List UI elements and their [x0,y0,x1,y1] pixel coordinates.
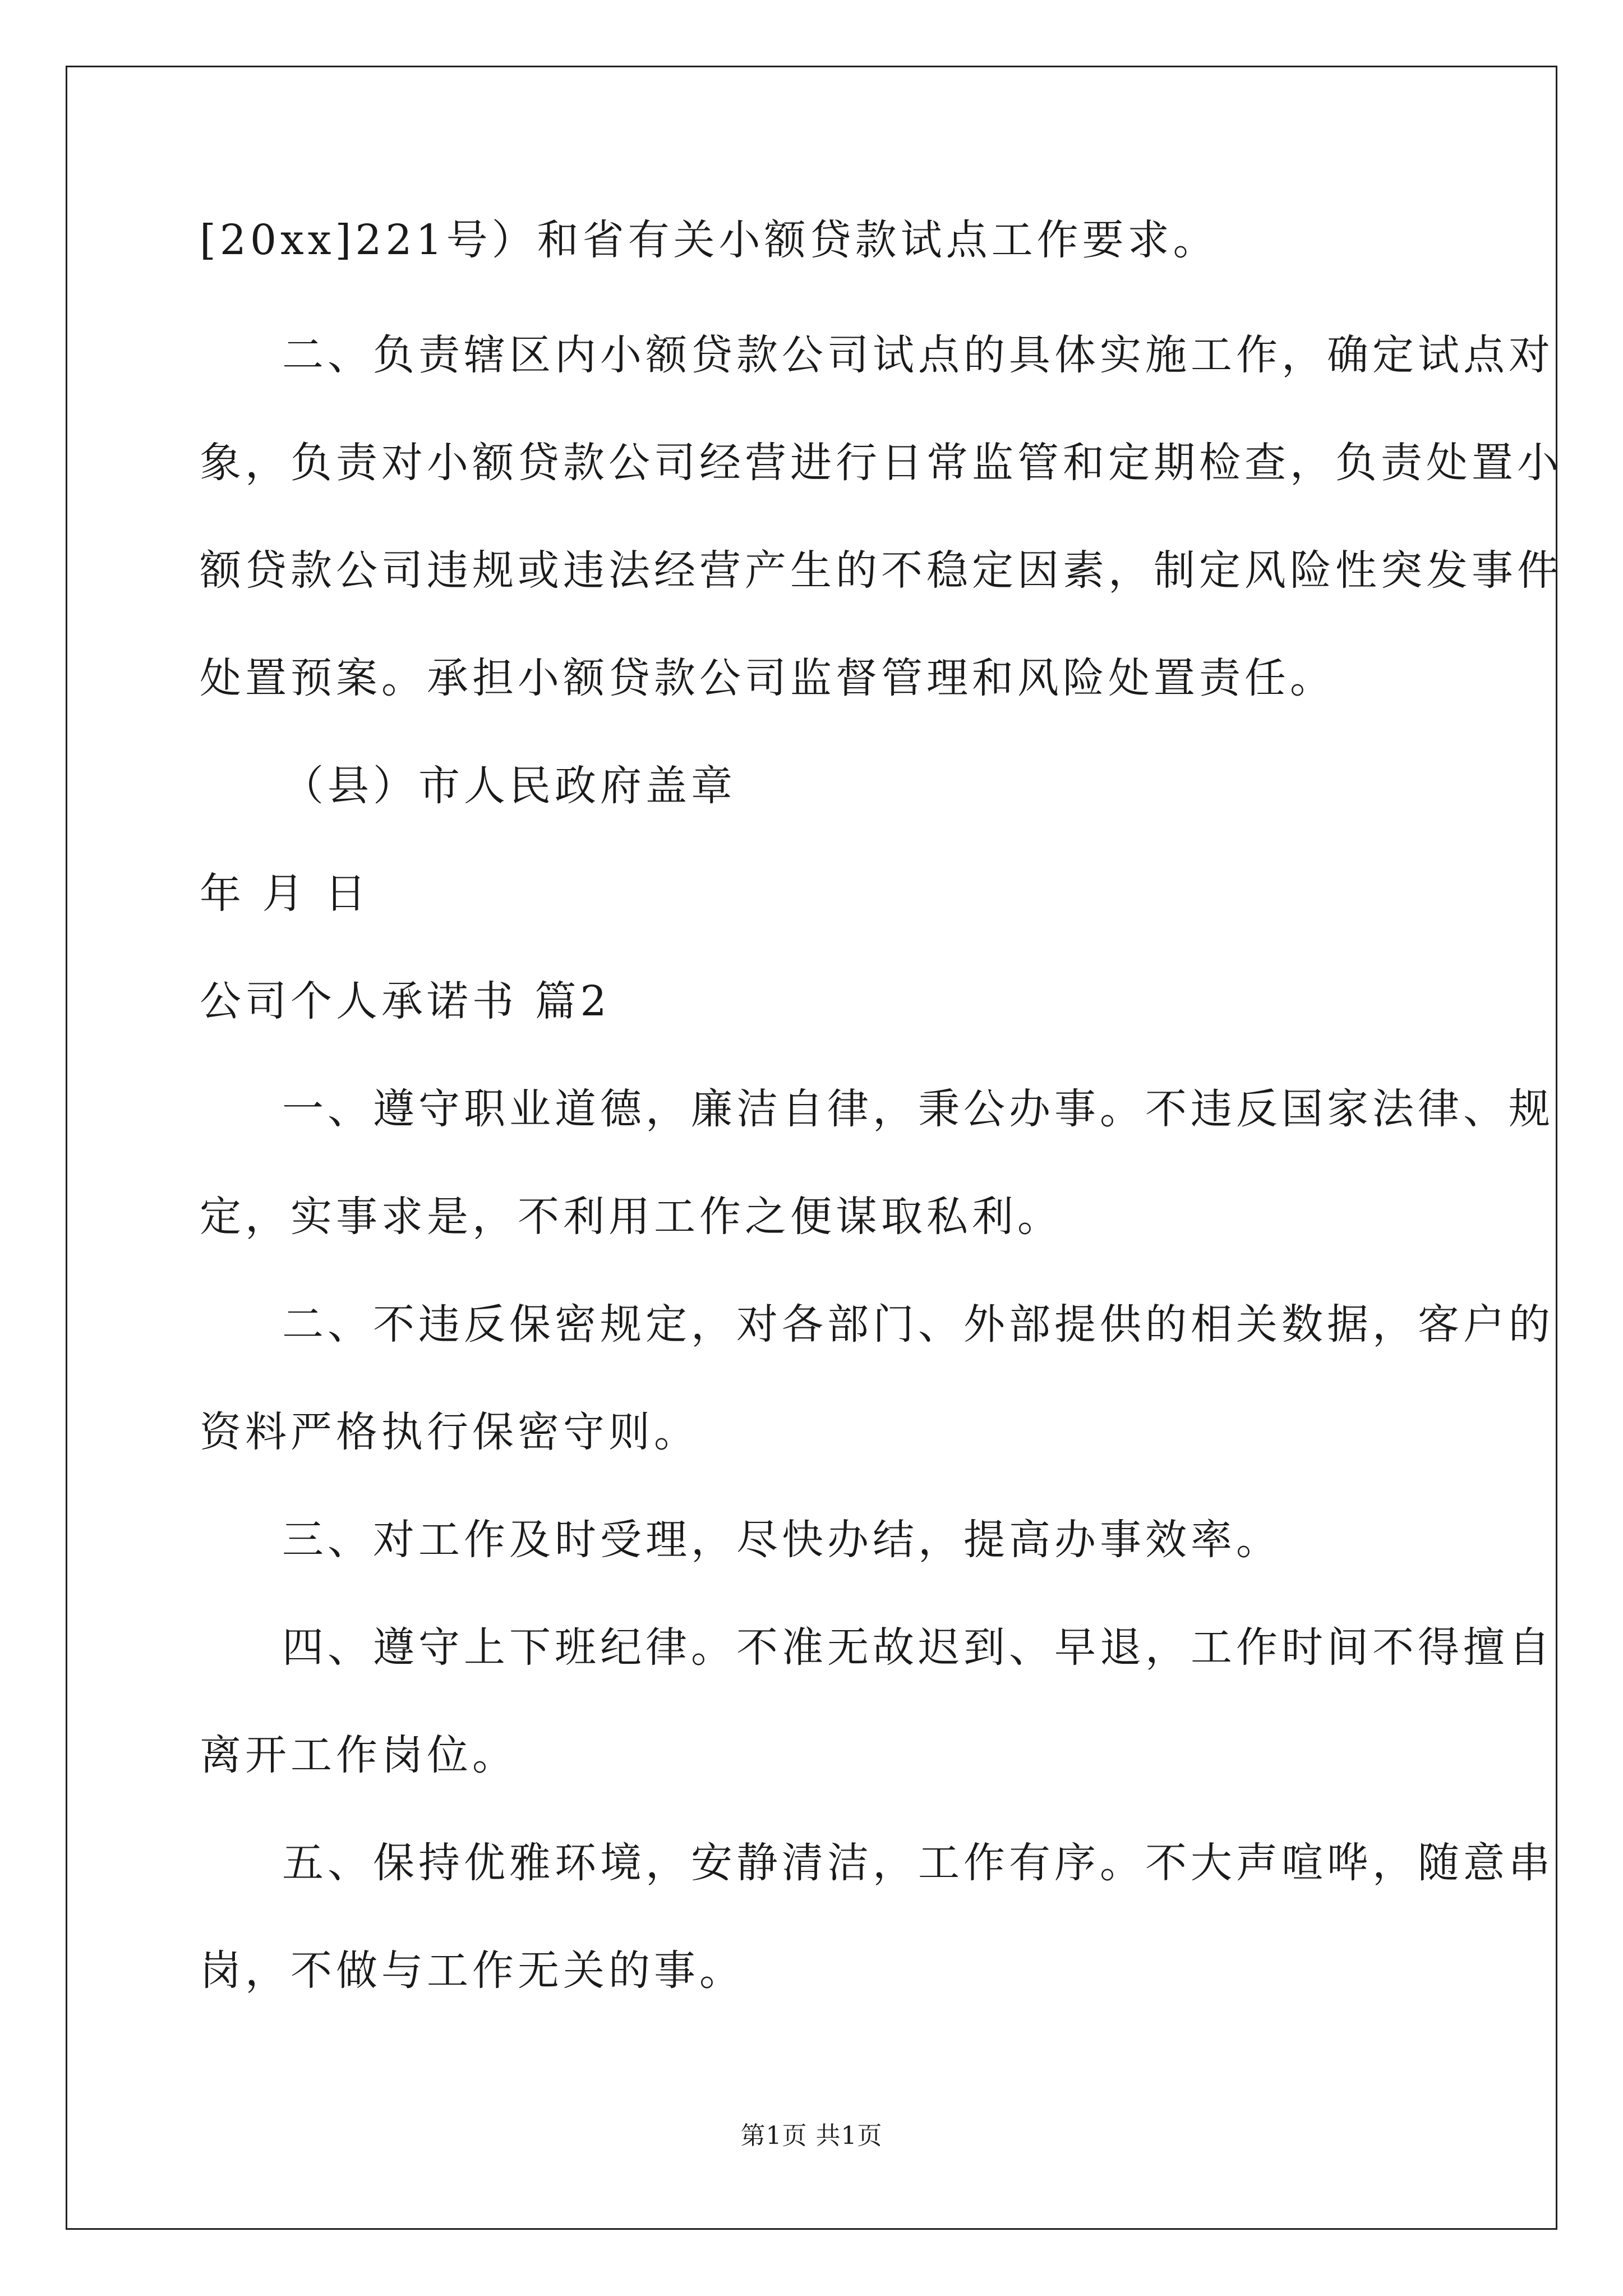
paragraph-line: 三、对工作及时受理，尽快办结，提高办事效率。 [282,1516,1281,1564]
signature-line: （县）市人民政府盖章 [282,762,736,810]
paragraph-line: 额贷款公司违规或违法经营产生的不稳定因素，制定风险性突发事件 [200,546,1562,595]
paragraph-line: 定，实事求是，不利用工作之便谋取私利。 [200,1193,1063,1241]
page-border [66,66,1557,2230]
paragraph-line: 二、不违反保密规定，对各部门、外部提供的相关数据，客户的 [282,1300,1554,1349]
date-line: 年 月 日 [200,869,371,918]
paragraph-line: 处置预案。承担小额贷款公司监督管理和风险处置责任。 [200,654,1335,702]
paragraph-line: 象，负责对小额贷款公司经营进行日常监管和定期检查，负责处置小 [200,439,1562,487]
paragraph-line: 岗，不做与工作无关的事。 [200,1947,745,1995]
paragraph-line: 离开工作岗位。 [200,1731,518,1779]
paragraph-line: 四、遵守上下班纪律。不准无故迟到、早退，工作时间不得擅自 [282,1623,1554,1672]
paragraph-line: 二、负责辖区内小额贷款公司试点的具体实施工作，确定试点对 [282,331,1554,379]
page-number-footer: 第1页 共1页 [740,2122,883,2150]
paragraph-line: [20xx]221号）和省有关小额贷款试点工作要求。 [200,216,1219,264]
section-heading: 公司个人承诺书 篇2 [200,977,611,1025]
paragraph-line: 资料严格执行保密守则。 [200,1408,699,1456]
paragraph-line: 一、遵守职业道德，廉洁自律，秉公办事。不违反国家法律、规 [282,1085,1554,1133]
paragraph-line: 五、保持优雅环境，安静清洁，工作有序。不大声喧哗，随意串 [282,1839,1554,1887]
